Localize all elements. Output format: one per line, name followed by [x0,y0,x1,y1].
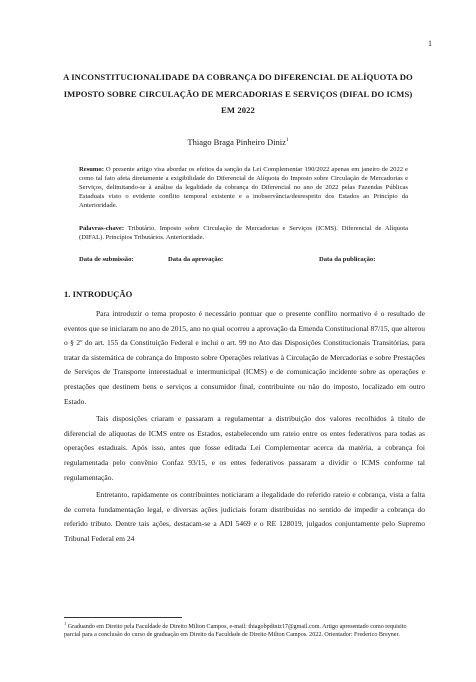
abstract-text: O presente artigo visa abordar os efeitos da sanção da Lei Complementar 190/2022 apenas em janeiro de 2022 e como tal fato afeta diretamente a exigibilidade do Diferencial de Alíquota do Imposto sobre Circulação de Mercadorias e Serviços, delimitando-se à análise da legalidade da cobrança do Diferencial no ano de 2022 pelas Fazendas Públicas Estaduais visto o evidente conflito temporal existente e a inobservância/desrespeito dos Estados ao Princípio da Anterioridade. [79,166,408,209]
author-name: Thiago Braga Pinheiro Diniz [187,137,286,147]
page-number: 1 [428,39,432,48]
abstract-label: Resumo: [79,166,104,173]
abstract [79,166,408,211]
author-footnote-mark: 1 [285,137,289,144]
keywords-text: Tributário. Imposto sobre Circulação de Mercadorias e Serviços (ICMS). Diferencial de Alíquota (DIFAL). Princípios Tributários. Anterioridade. [79,225,408,241]
body-text [64,307,425,550]
paper-title: A INCONSTITUCIONALIDADE DA COBRANÇA DO DIFERENCIAL DE ALÍQUOTA DO IMPOSTO SOBRE CIRCULAÇÃO DE MERCADORIAS E SERVIÇOS (DIFAL DO ICMS) EM 2022 [63,72,413,115]
paragraph: Tais disposições criaram e passaram a regulamentar a distribuição dos valores recolhidos à título de diferencial de alíquotas de ICMS entre os Estados, estabelecendo um rateio entre os entes federativos para todas as operações estaduais. Após isso, antes que fosse editada Lei Complementar acerca da matéria, a cobrança foi regulamentada pelo convênio Confaz 93/15, e os entes federativos passaram a dividir o ICMS conforme tal regulamentação. [64,414,425,482]
submission-date-label: Data de submissão: [79,256,134,263]
author-line [0,137,476,147]
approval-date-label: Data da aprovação: [168,256,224,263]
paragraph: Para introduzir o tema proposto é necessário pontuar que o presente conflito normativo é o resultado de eventos que se iniciaram no ano de 2015, ano no qual ocorreu a aprovação da Emenda Constitucional 87/15, que alterou o § 2º do art. 155 da Constituição Federal e inclui o art. 99 no Ato das Disposições Constitucionais Transitórias, para tratar da sistemática de cobrança do Imposto sobre Operações relativas à Circulação de Mercadorias e sobre Prestações de Serviços de Transporte interestadual e intermunicipal (ICMS) e de comunicação incidente sobre as operações e prestações que destinem bens e serviços a consumidor final, contribuinte ou não do imposto, localizado em outro Estado. [64,309,425,406]
footnote-text: Graduando em Direito pela Faculdade de Direito Milton Campos, e-mail: thiagobpdiniz17@gmail.com. Artigo apresentado como requisito parcial para a conclusão do curso de graduação em Direito da Faculdade de Direito Milton Campos. 2022. Orientador: Frederico Breyner. [64,624,407,638]
footnote-divider [64,617,182,618]
keywords [79,225,408,243]
keywords-label: Palavras-chave: [79,225,125,232]
publication-date-label: Data da publicação: [319,256,376,263]
section-heading: 1. INTRODUÇÃO [64,289,133,299]
footnote [64,620,424,640]
footnote-mark: 1 [64,621,67,626]
paragraph: Entretanto, rapidamente os contribuintes noticiaram a ilegalidade do referido rateio e cobrança, vista a falta de correta fundamentação legal, e diversas ações judiciais foram distribuídas no sentido de impedir a cobrança do referido tributo. Dentre tais ações, destacam-se a ADI 5469 e o RE 128019, julgados conjuntamente pelo Supremo Tribunal Federal em 24 [64,490,425,543]
